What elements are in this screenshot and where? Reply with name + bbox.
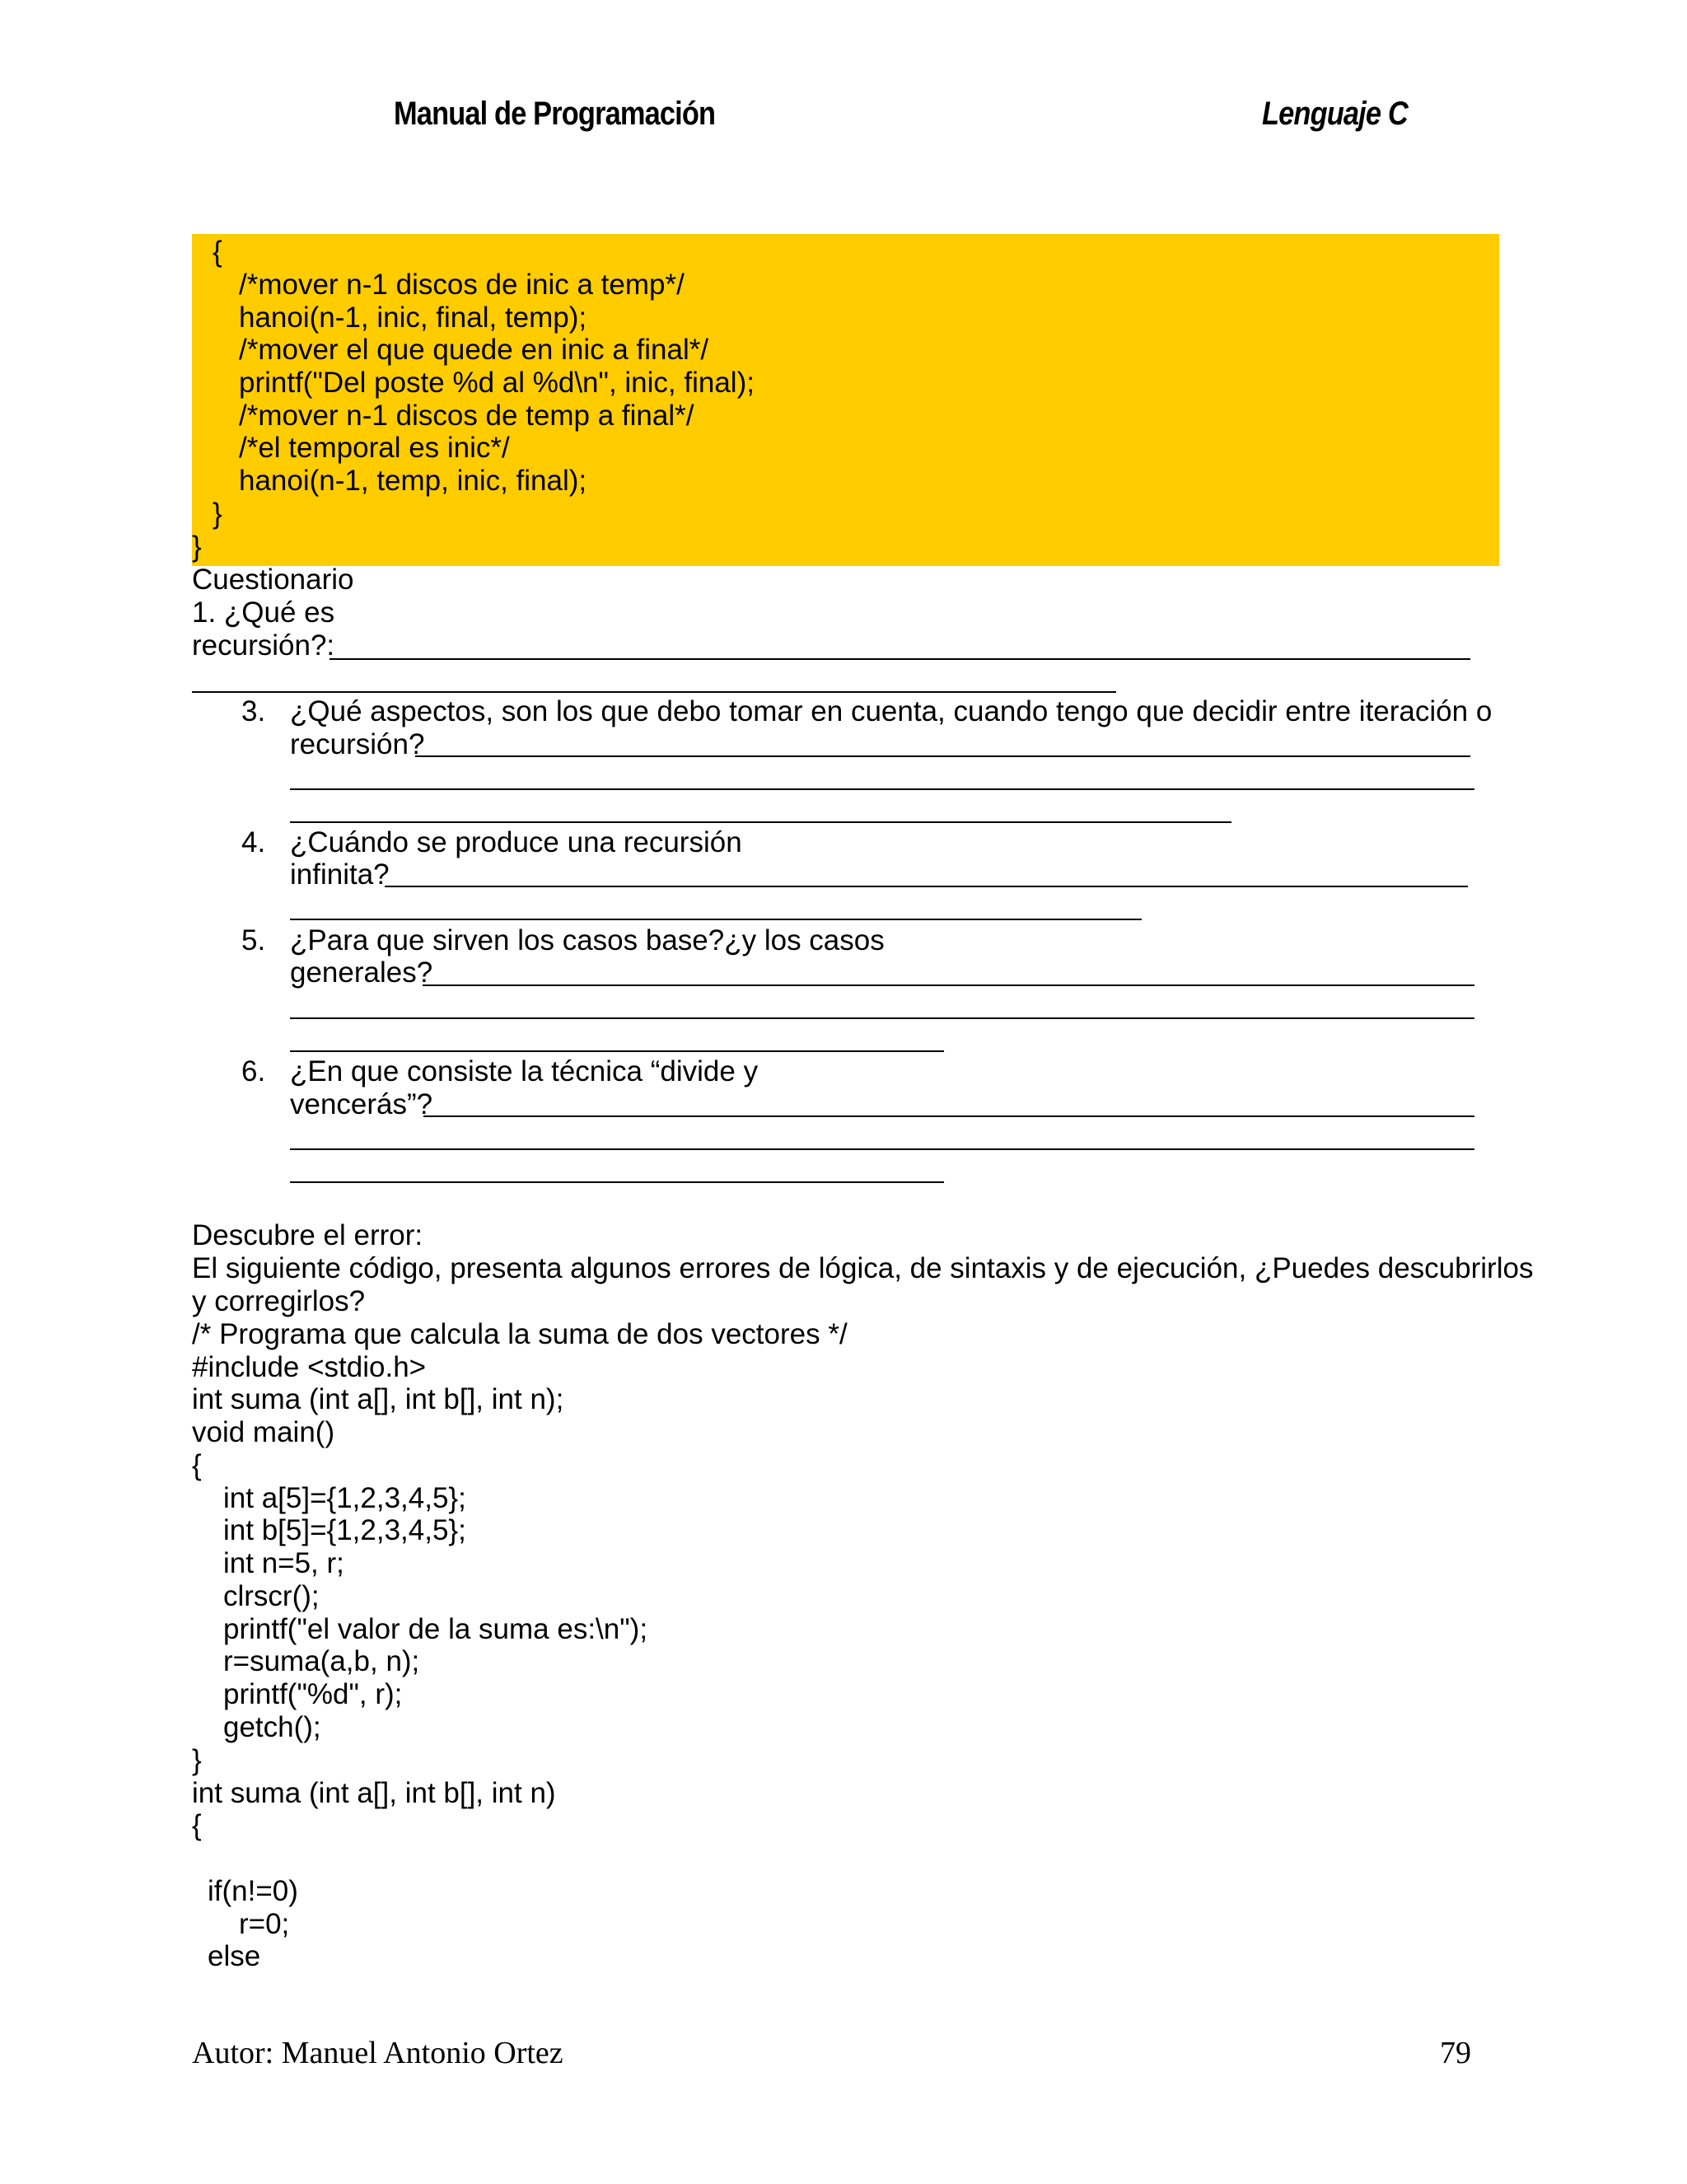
code-line: /*mover n-1 discos de inic a temp*/ (239, 269, 685, 301)
answer-line (290, 1050, 944, 1052)
code-line: int suma (int a[], int b[], int n); (192, 1383, 564, 1415)
code-line: printf("Del poste %d al %d\n", inic, final); (239, 367, 755, 399)
code-line: int n=5, r; (223, 1547, 344, 1579)
question-text: ¿Para que sirven los casos base?¿y los casos (290, 924, 885, 956)
header-subtitle: Lenguaje C (1262, 96, 1408, 132)
answer-line (423, 1115, 1474, 1117)
code-line: r=suma(a,b, n); (223, 1645, 420, 1677)
code-line: { (192, 1809, 202, 1841)
code-line: /*mover el que quede en inic a final*/ (239, 334, 709, 366)
code-line: } (192, 531, 202, 563)
paragraph-line: El siguiente código, presenta algunos errores de lógica, de sintaxis y de ejecución, ¿Puedes descubrirlos (192, 1252, 1534, 1284)
footer-author: Autor: Manuel Antonio Ortez (192, 2036, 563, 2070)
page-number: 79 (1440, 2036, 1471, 2070)
code-line: else (208, 1940, 261, 1972)
code-line: printf("el valor de la suma es:\n"); (223, 1613, 648, 1645)
question-number: 3. (241, 695, 266, 727)
code-line: int a[5]={1,2,3,4,5}; (223, 1482, 466, 1514)
answer-line (290, 1017, 1474, 1019)
code-line: } (213, 498, 222, 530)
code-line: int suma (int a[], int b[], int n) (192, 1777, 556, 1809)
question-number: 4. (241, 826, 266, 858)
question-number: 5. (241, 924, 266, 956)
code-line: printf("%d", r); (223, 1678, 403, 1710)
questionnaire-title: Cuestionario (192, 564, 354, 596)
code-line: { (213, 236, 222, 268)
header-title: Manual de Programación (394, 96, 716, 132)
code-line: /*el temporal es inic*/ (239, 432, 510, 464)
paragraph-line: y corregirlos? (192, 1285, 366, 1317)
question-text: recursión? (290, 728, 425, 760)
question-text: generales? (290, 956, 433, 989)
code-line: getch(); (223, 1711, 321, 1743)
answer-line (290, 1148, 1474, 1150)
answer-line (423, 984, 1474, 986)
answer-line (192, 691, 1116, 693)
section-title: Descubre el error: (192, 1219, 423, 1251)
question-number: 6. (241, 1055, 266, 1087)
code-line: if(n!=0) (208, 1875, 298, 1907)
code-line: /* Programa que calcula la suma de dos vectores */ (192, 1318, 848, 1350)
answer-line (329, 658, 1470, 660)
question-text: infinita? (290, 858, 390, 891)
question-1-line-2: recursión?: (192, 629, 335, 662)
code-line: clrscr(); (223, 1580, 320, 1612)
question-1-line-1: 1. ¿Qué es (192, 596, 335, 629)
code-line: /*mover n-1 discos de temp a final*/ (239, 400, 694, 432)
code-line: hanoi(n-1, temp, inic, final); (239, 465, 587, 497)
code-line: hanoi(n-1, inic, final, temp); (239, 302, 587, 334)
code-line: #include <stdio.h> (192, 1351, 427, 1383)
answer-line (385, 886, 1468, 887)
question-text: vencerás”? (290, 1088, 433, 1120)
answer-line (290, 919, 1142, 920)
code-line: } (192, 1744, 202, 1776)
question-text: ¿Qué aspectos, son los que debo tomar en cuenta, cuando tengo que decidir entre iteración o (290, 695, 1493, 727)
code-line: r=0; (239, 1908, 290, 1940)
answer-line (290, 821, 1231, 823)
question-text: ¿Cuándo se produce una recursión (290, 826, 742, 858)
answer-line (290, 788, 1474, 790)
question-text: ¿En que consiste la técnica “divide y (290, 1055, 759, 1087)
answer-line (290, 1181, 944, 1183)
answer-line (415, 755, 1470, 757)
code-line: { (192, 1449, 202, 1481)
code-line: int b[5]={1,2,3,4,5}; (223, 1514, 466, 1546)
code-line: void main() (192, 1416, 335, 1448)
